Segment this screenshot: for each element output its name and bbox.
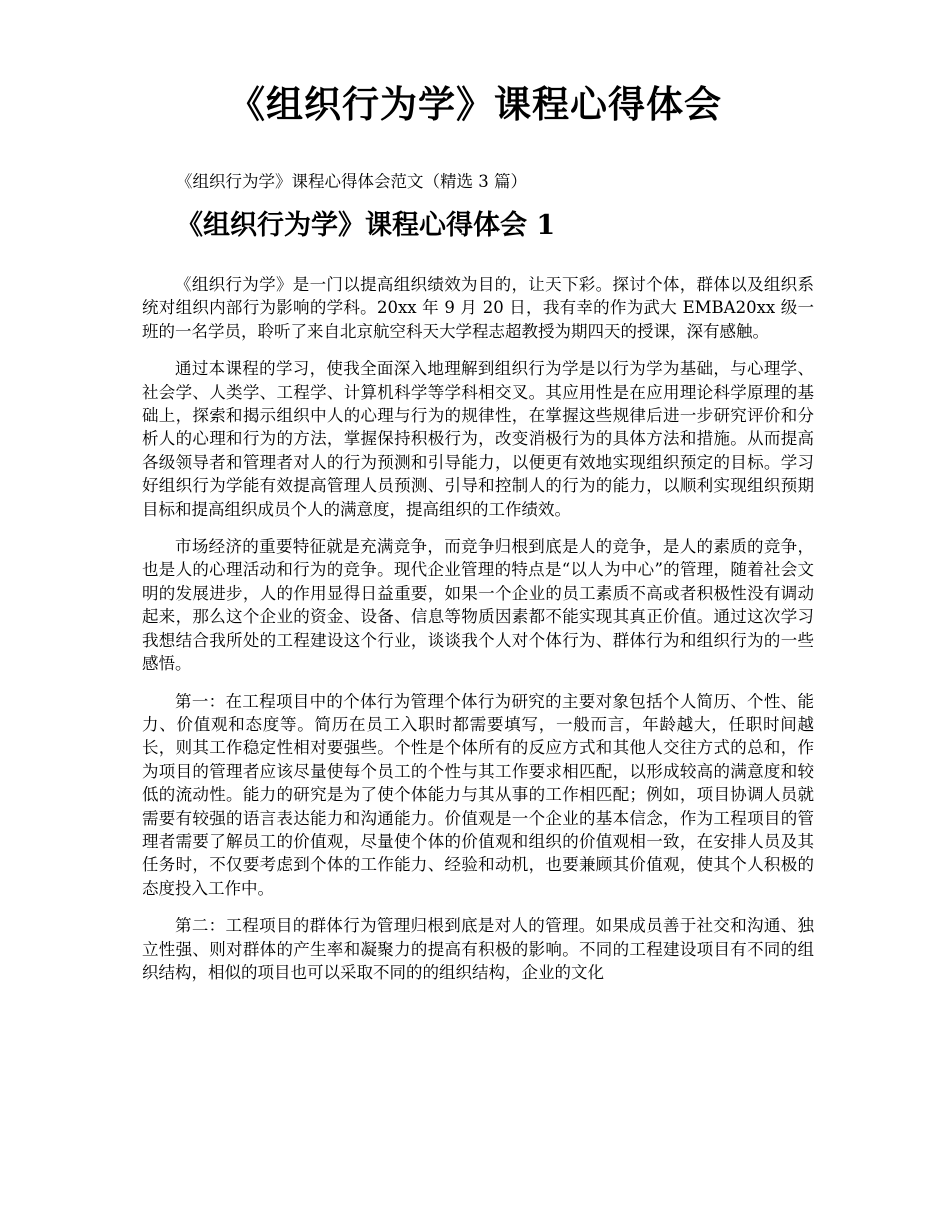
paragraph-1: 《组织行为学》是一门以提高组织绩效为目的，让天下彩。探讨个体，群体以及组织系统对组织内部行为影响的学科。20xx 年 9 月 20 日，我有幸的作为武大 EMBA20xx 级一班的一名学员，聆听了来自北京航空科天大学程志超教授为期四天的授课，深有感触。	[142, 275, 814, 341]
paragraph-4: 第一：在工程项目中的个体行为管理个体行为研究的主要对象包括个人简历、个性、能力、价值观和态度等。简历在员工入职时都需要填写，一般而言，年龄越大，任职时间越长，则其工作稳定性相对要强些。个性是个体所有的反应方式和其他人交往方式的总和，作为项目的管理者应该尽量使每个员工的个性与其工作要求相匹配，以形成较高的满意度和较低的流动性。能力的研究是为了使个体能力与其从事的工作相匹配；例如，项目协调人员就需要有较强的语言表达能力和沟通能力。价值观是一个企业的基本信念，作为工程项目的管理者需要了解员工的价值观，尽量使个体的价值观和组织的价值观相一致，在安排人员及其任务时，不仅要考虑到个体的工作能力、经验和动机，也要兼顾其价值观，使其个人积极的态度投入工作中。	[142, 691, 814, 898]
document-subtitle: 《组织行为学》课程心得体会范文（精选 3 篇）	[176, 172, 527, 191]
paragraph-2: 通过本课程的学习，使我全面深入地理解到组织行为学是以行为学为基础，与心理学、社会学、人类学、工程学、计算机科学等学科相交叉。其应用性是在应用理论科学原理的基础上，探索和揭示组织中人的心理与行为的规律性，在掌握这些规律后进一步研究评价和分析人的心理和行为的方法，掌握保持积极行为，改变消极行为的具体方法和措施。从而提高各级领导者和管理者对人的行为预测和引导能力，以便更有效地实现组织预定的目标。学习好组织行为学能有效提高管理人员预测、引导和控制人的行为的能力，以顺利实现组织预期目标和提高组织成员个人的满意度，提高组织的工作绩效。	[142, 359, 814, 519]
paragraph-5: 第二：工程项目的群体行为管理归根到底是对人的管理。如果成员善于社交和沟通、独立性强、则对群体的产生率和凝聚力的提高有积极的影响。不同的工程建设项目有不同的组织结构，相似的项目也可以采取不同的的组织结构，企业的文化	[142, 916, 814, 982]
document-title: 《组织行为学》课程心得体会	[228, 82, 722, 126]
section-heading: 《组织行为学》课程心得体会 1	[176, 210, 556, 241]
paragraph-3: 市场经济的重要特征就是充满竞争，而竞争归根到底是人的竞争，是人的素质的竞争，也是人的心理活动和行为的竞争。现代企业管理的特点是“以人为中心”的管理，随着社会文明的发展进步，人的作用显得日益重要，如果一个企业的员工素质不高或者积极性没有调动起来，那么这个企业的资金、设备、信息等物质因素都不能实现其真正价值。通过这次学习我想结合我所处的工程建设这个行业，谈谈我个人对个体行为、群体行为和组织行为的一些感悟。	[142, 537, 814, 674]
body-text	[142, 273, 814, 998]
